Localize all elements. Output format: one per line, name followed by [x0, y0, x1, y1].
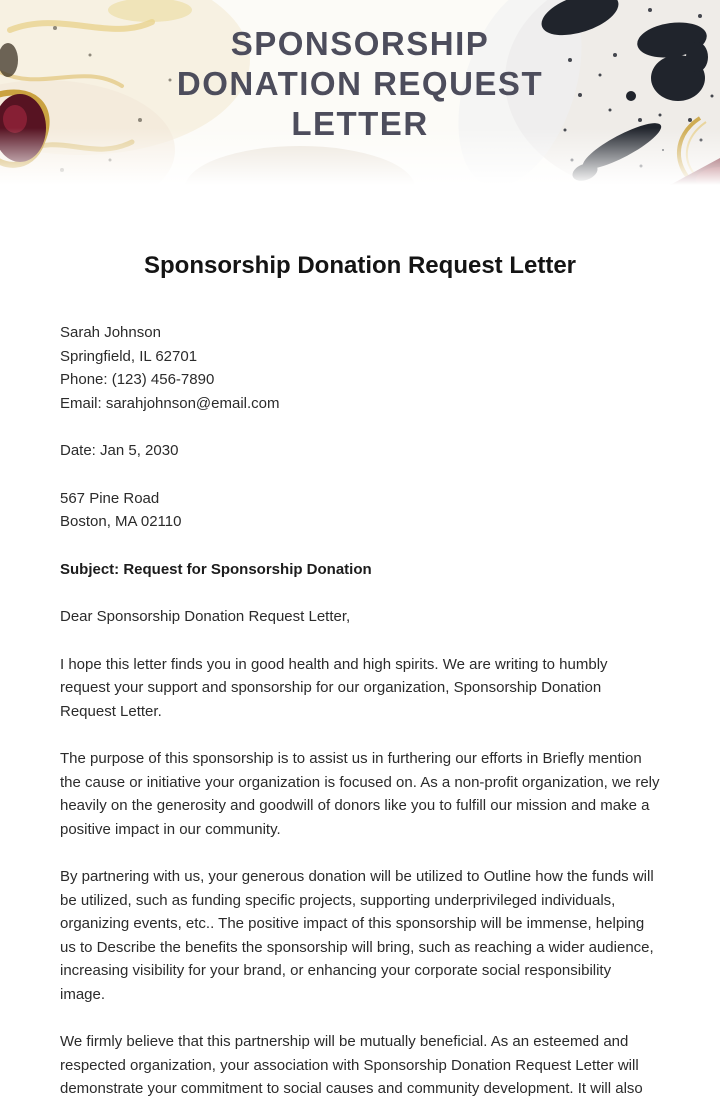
banner-title-line-3: LETTER: [291, 105, 429, 142]
recipient-street: 567 Pine Road: [60, 489, 160, 507]
recipient-info: [60, 487, 660, 534]
subject-line: Subject: Request for Sponsorship Donation: [60, 560, 372, 578]
sender-name: Sarah Johnson: [60, 324, 161, 341]
paragraph-3: By partnering with us, your generous donation will be utilized to Outline how the funds will be utilized, such as funding specific projects, supporting underprivileged individuals, organizing events, etc.. The positive impact of this sponsorship will be immense, helping us to Describe the benefits the sponsorship will bring, such as reaching a wider audience, increasing visibility for your brand, or enhancing your corporate social responsibility image.: [60, 868, 654, 1003]
salutation: Dear Sponsorship Donation Request Letter,: [60, 608, 351, 625]
paragraph-1: I hope this letter finds you in good health and high spirits. We are writing to humbly request your support and sponsorship for our organization, Sponsorship Donation Request Letter.: [60, 655, 608, 720]
banner-title-line-2: DONATION REQUEST: [176, 65, 544, 102]
paragraph-4: We firmly believe that this partnership will be mutually beneficial. As an esteemed and respected organization, your association with Sponsorship Donation Request Letter will demonstrate your commitment to social causes and community development. It will also: [60, 1033, 643, 1097]
sender-info: [60, 321, 660, 415]
banner-title: [0, 24, 720, 144]
letter-date: Date: Jan 5, 2030: [60, 442, 179, 459]
paragraph-2: The purpose of this sponsorship is to assist us in furthering our efforts in Briefly mention the cause or initiative your organization is focused on. As a non-profit organization, we rely heavily on the generosity and goodwill of donors like you to fulfill our mission and make a positive impact in our community.: [60, 750, 660, 838]
sender-city: Springfield, IL 62701: [60, 347, 198, 365]
recipient-city: Boston, MA 02110: [60, 513, 182, 530]
sender-phone: Phone: (123) 456-7890: [60, 371, 215, 388]
banner-title-line-1: SPONSORSHIP: [230, 25, 490, 62]
letter-body: [0, 251, 720, 1101]
header-banner: [0, 0, 720, 185]
letter-title: Sponsorship Donation Request Letter: [143, 252, 577, 279]
sender-email: Email: sarahjohnson@email.com: [60, 394, 280, 412]
